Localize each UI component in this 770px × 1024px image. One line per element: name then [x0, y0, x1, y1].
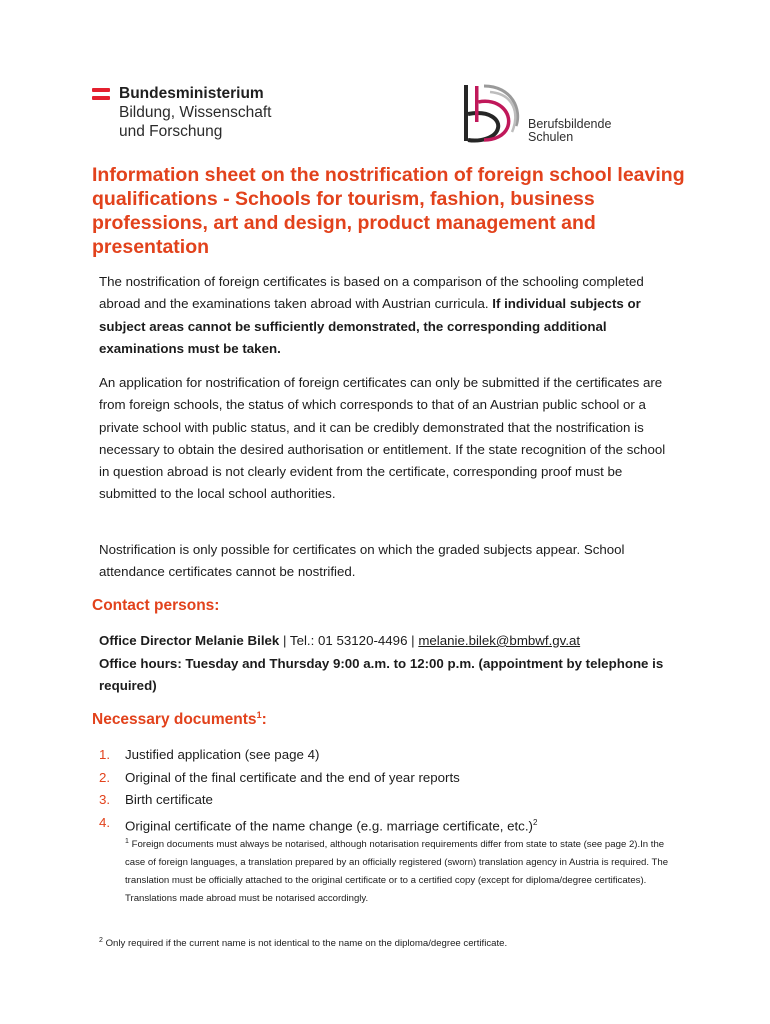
- documents-heading: [92, 710, 267, 729]
- ministry-name-line1: Bundesministerium: [119, 85, 264, 102]
- office-hours: Office hours: Tuesday and Thursday 9:00 a.m. to 12:00 p.m. (appointment by telephone is required): [99, 655, 664, 693]
- list-item: [99, 789, 679, 812]
- list-item-text: Original certificate of the name change (e.g. marriage certificate, etc.): [125, 817, 533, 833]
- list-item: [99, 767, 679, 790]
- intro-bold-text: If individual subjects or subject areas cannot be sufficiently demonstrated, the corresponding additional examinations must be taken.: [99, 296, 641, 356]
- contact-phone: | Tel.: 01 53120-4496 |: [283, 633, 415, 648]
- documents-heading-colon: :: [261, 711, 267, 729]
- contact-block: [99, 630, 679, 698]
- list-item-number: 2.: [99, 769, 111, 785]
- intro-text: The nostrification of foreign certificates is based on a comparison of the schooling completed abroad and the examinations taken abroad with Austrian curricula.: [99, 274, 644, 312]
- page-title: Information sheet on the nostrification of foreign school leaving qualifications - Schools for tourism, fashion, business professions, art and design, product management and presentation: [92, 164, 685, 258]
- list-item-number: 3.: [99, 792, 111, 807]
- bbs-name-line2: Schulen: [528, 130, 574, 144]
- footnote-1-text: Foreign documents must always be notarised, although notarisation requirements differ from state to state (see page 2).In the case of foreign languages, a translation prepared by an officially registered (sworn) translation agency in Austria is required. The translation must be officially attached to the original certificate or to a certified copy (except for diploma/degree certificates). Translations made abroad must be notarised accordingly.: [125, 839, 669, 905]
- footnote-2-mark: 2: [99, 937, 103, 944]
- documents-heading-text: Necessary documents: [92, 711, 257, 729]
- contact-heading: Contact persons:: [92, 597, 220, 614]
- list-item-number: 4.: [99, 814, 111, 830]
- ministry-name-line2: Bildung, Wissenschaft: [119, 104, 272, 121]
- list-item-text: Justified application (see page 4): [125, 747, 320, 762]
- list-item-number: 1.: [99, 747, 111, 762]
- documents-list: [99, 744, 679, 837]
- documents-heading-footnote-mark: 1: [256, 710, 262, 720]
- austria-flag-icon: [92, 88, 110, 100]
- list-item-text: Birth certificate: [125, 792, 213, 807]
- bbs-logo-icon: [462, 84, 524, 144]
- footnote-2-text: Only required if the current name is not identical to the name on the diploma/degree certificate.: [105, 938, 508, 950]
- contact-name: Office Director Melanie Bilek: [99, 633, 280, 648]
- footnote-1-mark: 1: [125, 838, 129, 845]
- contact-email-link[interactable]: melanie.bilek@bmbwf.gv.at: [418, 633, 581, 648]
- footnote-1: [125, 833, 673, 908]
- ministry-name-line3: und Forschung: [119, 123, 223, 140]
- bbs-logo: [462, 84, 662, 146]
- footnote-2: [99, 933, 679, 952]
- graded-subjects-paragraph: Nostrification is only possible for certificates on which the graded subjects appear. School attendance certificates cannot be nostrified.: [99, 542, 625, 580]
- intro-paragraph: [99, 271, 669, 360]
- bbs-name-line1: Berufsbildende: [528, 117, 612, 131]
- list-item: [99, 744, 679, 767]
- eligibility-paragraph: An application for nostrification of foreign certificates can only be submitted if the certificates are from foreign schools, the status of which corresponds to that of an Austrian public school or a private school with public status, and it can be credibly demonstrated that the nostrification is necessary to obtain the desired authorisation or entitlement. If the state recognition of the school in question abroad is not clearly evident from the certificate, corresponding proof must be submitted to the local school authorities.: [99, 375, 666, 502]
- list-item-footnote-mark: 2: [532, 817, 538, 827]
- list-item-text: Original of the final certificate and the end of year reports: [125, 769, 460, 785]
